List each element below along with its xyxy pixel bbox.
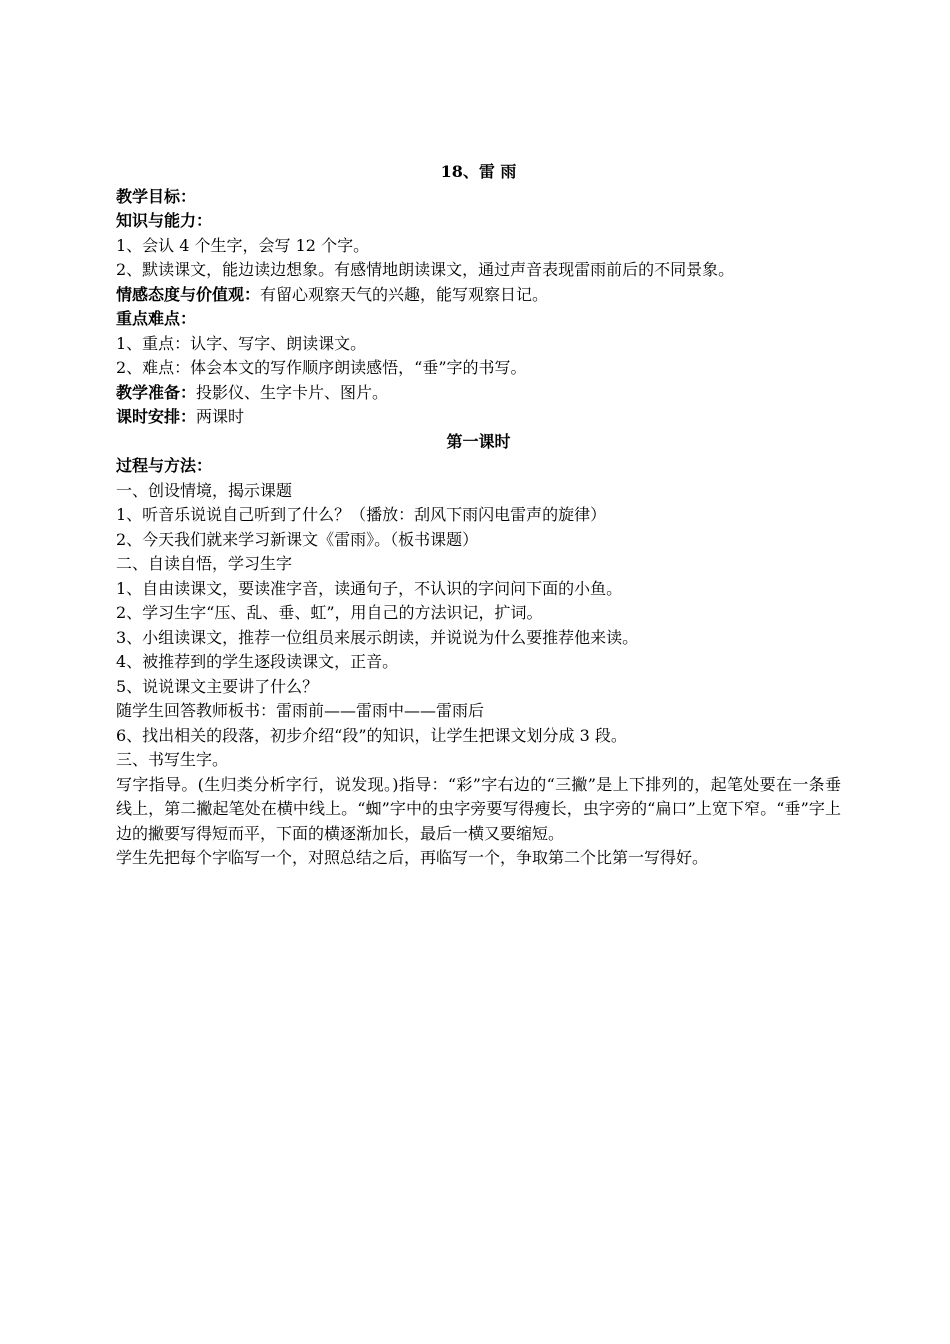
prep-label: 教学准备：: [116, 382, 197, 402]
process-line: 4、被推荐到的学生逐段读课文，正音。: [116, 652, 399, 671]
prep-row: [116, 381, 841, 406]
knowledge-item: 1、会认 4 个生字，会写 12 个字。: [116, 235, 370, 255]
key-points-heading: 重点难点：: [116, 309, 197, 328]
closing-paragraph: 学生先把每个字临写一个，对照总结之后，再临写一个，争取第二个比第一写得好。: [116, 848, 709, 867]
process-line: 1、听音乐说说自己听到了什么？（播放：刮风下雨闪电雷声的旋律）: [116, 505, 607, 524]
process-line: 5、说说课文主要讲了什么？: [116, 676, 319, 696]
prep-text: 投影仪、生字卡片、图片。: [196, 382, 389, 402]
process-line: 随学生回答教师板书：雷雨前——雷雨中——雷雨后: [116, 701, 485, 720]
process-line: 2、学习生字“压、乱、垂、虹”，用自己的方法识记，扩词。: [116, 603, 543, 622]
process-line: 三、书写生字。: [116, 750, 229, 769]
process-line: 2、今天我们就来学习新课文《雷雨》。（板书课题）: [116, 529, 479, 549]
knowledge-item: 2、默读课文，能边读边想象。有感情地朗读课文，通过声音表现雷雨前后的不同景象。: [116, 260, 735, 279]
guidance-paragraph: 写字指导。(生归类分析字行，说发现。)指导：“彩”字右边的“三撇”是上下排列的，起笔处要在一条垂线上，第二撇起笔处在横中线上。“蜘”字中的虫字旁要写得瘦长，虫字旁的“扁口”上宽下窄。“垂”字上边的撇要写得短而平，下面的横逐渐加长，最后一横又要缩短。: [116, 774, 841, 843]
emotion-text: 有留心观察天气的兴趣，能写观察日记。: [260, 284, 549, 304]
process-line: 1、自由读课文，要读准字音，读通句子，不认识的字问问下面的小鱼。: [116, 578, 623, 598]
key-point: 1、重点：认字、写字、朗读课文。: [116, 333, 367, 353]
lesson-heading: 第一课时: [446, 431, 511, 451]
schedule-label: 课时安排：: [116, 407, 197, 426]
schedule-row: [116, 405, 841, 430]
objectives-heading: 教学目标：: [116, 186, 197, 206]
document-page: [116, 160, 841, 871]
key-point: 2、难点：体会本文的写作顺序朗读感悟，“垂”字的书写。: [116, 358, 527, 377]
process-line: 6、找出相关的段落，初步介绍“段”的知识，让学生把课文划分成 3 段。: [116, 725, 627, 745]
process-line: 3、小组读课文，推荐一位组员来展示朗读，并说说为什么要推荐他来读。: [116, 627, 639, 647]
process-line: 一、创设情境，揭示课题: [116, 480, 293, 500]
knowledge-heading: 知识与能力：: [116, 211, 213, 230]
process-heading: 过程与方法：: [116, 456, 213, 475]
schedule-text: 两课时: [196, 407, 245, 426]
emotion-label: 情感态度与价值观：: [116, 284, 261, 304]
lesson-title: 18、雷 雨: [440, 162, 517, 181]
process-line: 二、自读自悟，学习生字: [116, 554, 293, 573]
emotion-row: [116, 283, 841, 308]
